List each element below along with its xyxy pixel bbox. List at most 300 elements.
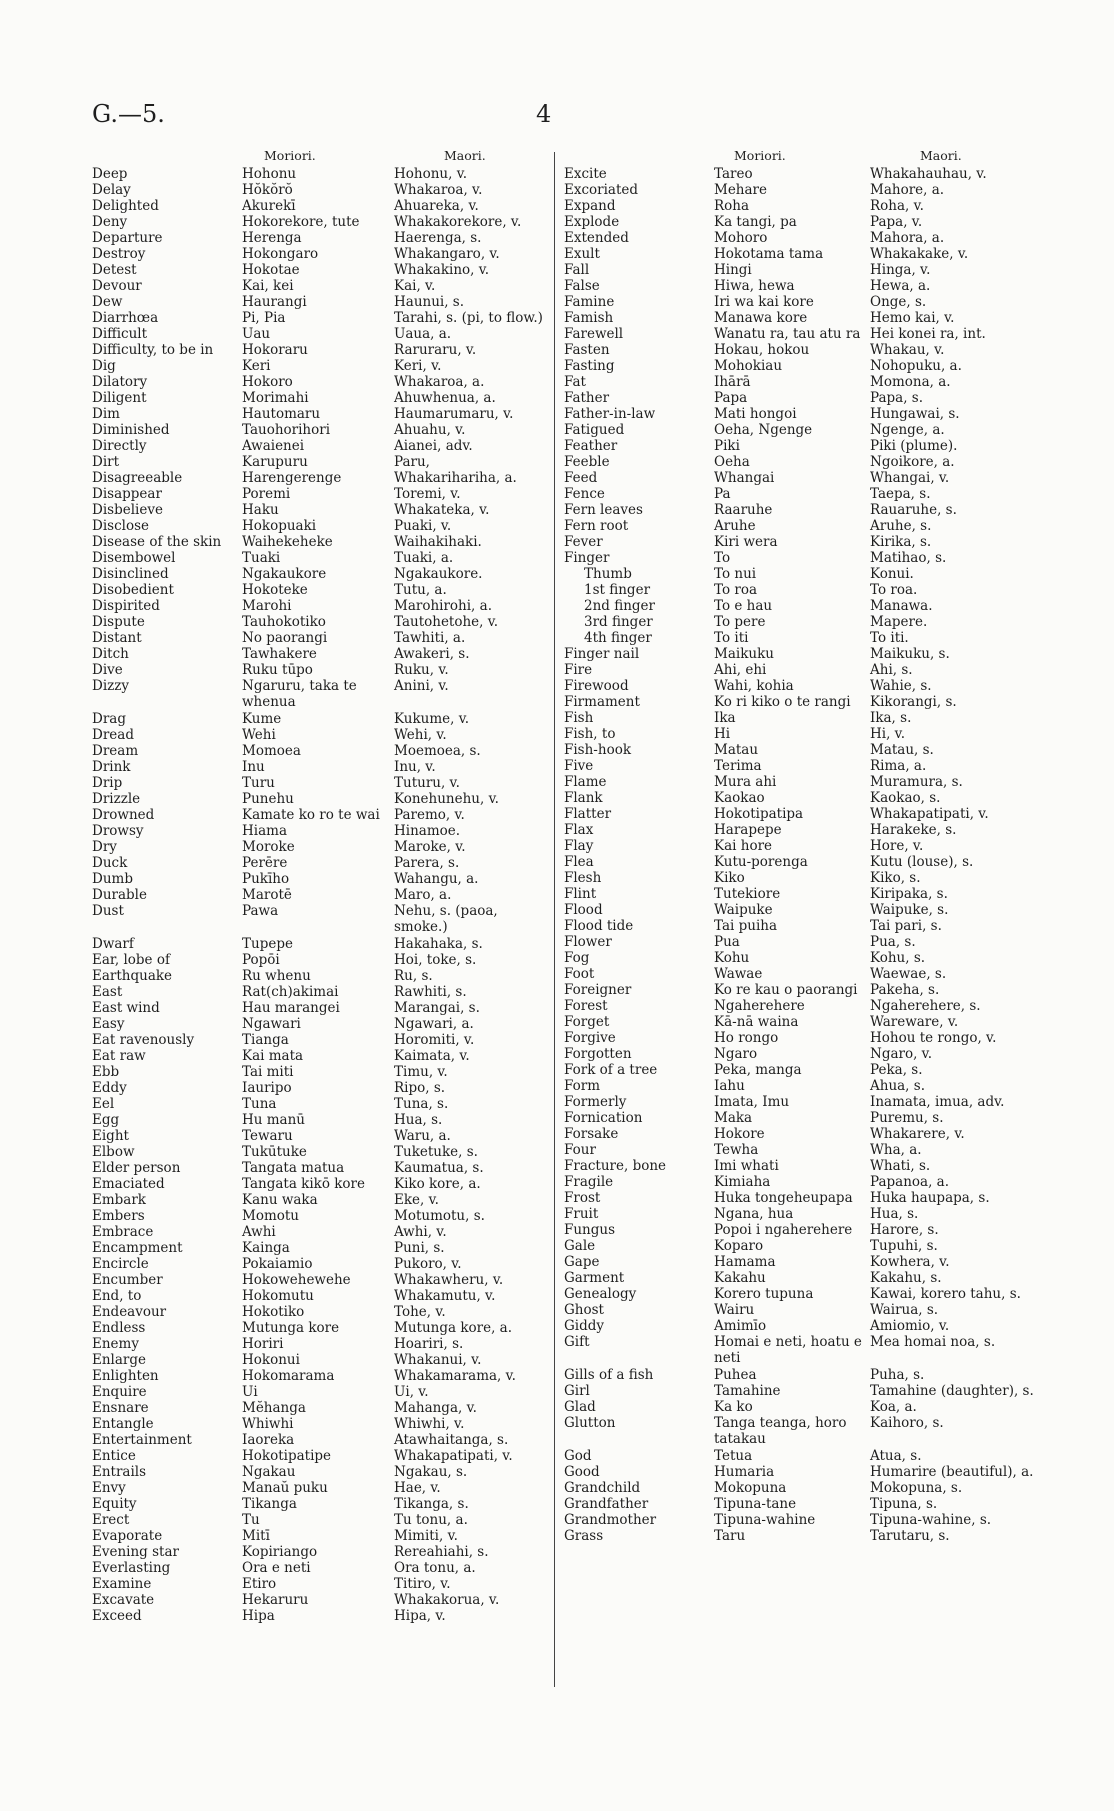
english-word: Examine — [92, 1576, 152, 1592]
moriori-word: Pua — [714, 934, 740, 950]
moriori-word: Kai mata — [242, 1048, 304, 1064]
maori-word: Ngenge, a. — [870, 422, 945, 438]
maori-word: Tutu, a. — [394, 582, 447, 598]
moriori-word: Koparo — [714, 1238, 764, 1254]
english-word: Difficulty, to be in — [92, 342, 214, 358]
dictionary-entry — [564, 454, 1034, 470]
dictionary-entry — [92, 646, 552, 662]
english-word: Departure — [92, 230, 163, 246]
moriori-word: To e hau — [714, 598, 773, 614]
moriori-word: Korero tupuna — [714, 1286, 814, 1302]
moriori-word: Ka ko — [714, 1399, 753, 1415]
page-number: 4 — [536, 100, 552, 128]
moriori-word: Mokopuna — [714, 1480, 787, 1496]
moriori-word: Tangata matua — [242, 1160, 345, 1176]
maori-word: Tarutaru, s. — [870, 1528, 950, 1544]
maori-word: Whakau, v. — [870, 342, 945, 358]
dictionary-entry — [92, 1512, 552, 1528]
maori-word: Ngakaukore. — [394, 566, 483, 582]
moriori-word: Ngawari — [242, 1016, 301, 1032]
maori-word: Mimiti, v. — [394, 1528, 458, 1544]
maori-word: Maikuku, s. — [870, 646, 950, 662]
maori-word: Konui. — [870, 566, 914, 582]
dictionary-entry — [92, 1304, 552, 1320]
maori-word: Tipuna-wahine, s. — [870, 1512, 992, 1528]
moriori-word: Pi, Pia — [242, 310, 286, 326]
moriori-word: Tutekiore — [714, 886, 781, 902]
moriori-word: Kohu — [714, 950, 750, 966]
dictionary-entry — [564, 326, 1034, 342]
maori-word: Tuaki, a. — [394, 550, 454, 566]
dictionary-entry — [564, 950, 1034, 966]
dictionary-entry — [564, 582, 1034, 598]
dictionary-entry — [564, 902, 1034, 918]
dictionary-entry — [92, 198, 552, 214]
maori-word: Kaimata, v. — [394, 1048, 470, 1064]
dictionary-entry — [564, 918, 1034, 934]
dictionary-entry — [92, 502, 552, 518]
moriori-word: Pawa — [242, 903, 279, 919]
english-word: Flay — [564, 838, 594, 854]
maori-word: Momona, a. — [870, 374, 951, 390]
maori-word: Hua, s. — [394, 1112, 443, 1128]
moriori-word: Tai miti — [242, 1064, 294, 1080]
maori-word: Tai pari, s. — [870, 918, 942, 934]
dictionary-entry — [564, 694, 1034, 710]
dictionary-entry — [92, 1128, 552, 1144]
moriori-word: Tangata kikō kore — [242, 1176, 366, 1192]
maori-word: Haerenga, s. — [394, 230, 482, 246]
moriori-word: To pere — [714, 614, 766, 630]
english-word: Feather — [564, 438, 618, 454]
moriori-word: Whiwhi — [242, 1416, 294, 1432]
english-word: Gale — [564, 1238, 596, 1254]
dictionary-entry — [564, 1142, 1034, 1158]
maori-word: Mahora, a. — [870, 230, 945, 246]
maori-word: Paremo, v. — [394, 807, 465, 823]
dictionary-entry — [92, 358, 552, 374]
dictionary-entry — [92, 1432, 552, 1448]
english-word: Emaciated — [92, 1176, 165, 1192]
maori-word: Ngaherehere, s. — [870, 998, 981, 1014]
dictionary-entry — [92, 166, 552, 182]
dictionary-entry — [564, 214, 1034, 230]
english-word: Easy — [92, 1016, 125, 1032]
maori-word: Inamata, imua, adv. — [870, 1094, 1005, 1110]
english-word: Destroy — [92, 246, 146, 262]
english-word: Finger — [564, 550, 610, 566]
english-word: Formerly — [564, 1094, 627, 1110]
maori-word: To roa. — [870, 582, 918, 598]
dictionary-entry — [92, 1048, 552, 1064]
english-word: Thumb — [584, 566, 632, 582]
maori-word: Tawhiti, a. — [394, 630, 466, 646]
english-word: Delighted — [92, 198, 159, 214]
english-word: Dispute — [92, 614, 145, 630]
maori-word: Kai, v. — [394, 278, 436, 294]
english-word: Envy — [92, 1480, 126, 1496]
english-word: Diminished — [92, 422, 170, 438]
dictionary-entry — [92, 1224, 552, 1240]
english-word: Fall — [564, 262, 590, 278]
english-word: Glad — [564, 1399, 596, 1415]
dictionary-entry — [92, 1256, 552, 1272]
dictionary-entry — [564, 230, 1034, 246]
dictionary-entry — [92, 1000, 552, 1016]
dictionary-entry — [564, 774, 1034, 790]
english-word: Fasten — [564, 342, 610, 358]
moriori-word: Kamate ko ro te wai — [242, 807, 380, 823]
maori-word: Kirika, s. — [870, 534, 932, 550]
english-word: Father-in-law — [564, 406, 656, 422]
maori-word: Peka, s. — [870, 1062, 923, 1078]
dictionary-entry — [92, 968, 552, 984]
moriori-word: Raaruhe — [714, 502, 773, 518]
dictionary-entry — [564, 1014, 1034, 1030]
moriori-word: Hokoraru — [242, 342, 308, 358]
dictionary-entry — [92, 406, 552, 422]
maori-word: Whati, s. — [870, 1158, 931, 1174]
english-word: Forget — [564, 1014, 610, 1030]
dictionary-entry — [92, 1560, 552, 1576]
moriori-word: Hokotae — [242, 262, 300, 278]
english-word: Distant — [92, 630, 142, 646]
dictionary-entry — [564, 1238, 1034, 1254]
english-word: Drink — [92, 759, 131, 775]
moriori-word: Marohi — [242, 598, 292, 614]
moriori-word: Tupepe — [242, 936, 293, 952]
english-word: Fat — [564, 374, 586, 390]
dictionary-entry — [564, 662, 1034, 678]
english-word: Flatter — [564, 806, 612, 822]
dictionary-entry — [92, 390, 552, 406]
maori-word: Tuketuke, s. — [394, 1144, 478, 1160]
moriori-word: Roha — [714, 198, 750, 214]
maori-word: Kaihoro, s. — [870, 1415, 944, 1431]
english-word: Explode — [564, 214, 620, 230]
english-word: Firmament — [564, 694, 640, 710]
moriori-word: Maka — [714, 1110, 753, 1126]
moriori-word: Harapepe — [714, 822, 782, 838]
dictionary-entry — [92, 1608, 552, 1624]
dictionary-entry — [92, 1464, 552, 1480]
dictionary-entry — [564, 630, 1034, 646]
maori-word: Atawhaitanga, s. — [394, 1432, 509, 1448]
english-word: Flood — [564, 902, 603, 918]
maori-word: Puaki, v. — [394, 518, 452, 534]
dictionary-entry — [92, 1160, 552, 1176]
maori-word: Atua, s. — [870, 1448, 922, 1464]
maori-word: Maroke, v. — [394, 839, 466, 855]
moriori-word: Tauhokotiko — [242, 614, 326, 630]
english-word: Feed — [564, 470, 598, 486]
moriori-word: Wawae — [714, 966, 763, 982]
english-word: Fish — [564, 710, 594, 726]
maori-word: Tuna, s. — [394, 1096, 449, 1112]
maori-word: Motumotu, s. — [394, 1208, 485, 1224]
dictionary-entry — [92, 182, 552, 198]
english-word: Gape — [564, 1254, 600, 1270]
dictionary-entry — [564, 1110, 1034, 1126]
english-word: Disobedient — [92, 582, 174, 598]
moriori-word: Mura ahi — [714, 774, 777, 790]
maori-word: Pua, s. — [870, 934, 916, 950]
dictionary-entry — [564, 998, 1034, 1014]
english-word: Fornication — [564, 1110, 643, 1126]
dictionary-entry — [92, 1448, 552, 1464]
maori-word: Ngawari, a. — [394, 1016, 474, 1032]
english-word: Flood tide — [564, 918, 634, 934]
moriori-word: Ngana, hua — [714, 1206, 794, 1222]
moriori-word: Hamama — [714, 1254, 776, 1270]
dictionary-entry — [564, 1318, 1034, 1334]
dictionary-entry — [92, 1592, 552, 1608]
moriori-word: Hokongaro — [242, 246, 319, 262]
dictionary-entry — [564, 1302, 1034, 1318]
dictionary-entry — [92, 454, 552, 470]
moriori-word: Kume — [242, 711, 282, 727]
moriori-word: Uau — [242, 326, 271, 342]
dictionary-entry — [564, 470, 1034, 486]
maori-word: Tikanga, s. — [394, 1496, 469, 1512]
english-word: Garment — [564, 1270, 625, 1286]
maori-word: Titiro, v. — [394, 1576, 451, 1592]
moriori-word: Awhi — [242, 1224, 276, 1240]
dictionary-entry — [564, 438, 1034, 454]
maori-word: Moemoea, s. — [394, 743, 481, 759]
maori-word: Kakahu, s. — [870, 1270, 942, 1286]
moriori-word: Ko ri kiko o te rangi — [714, 694, 851, 710]
dictionary-entry — [92, 294, 552, 310]
maori-header: Maori. — [444, 148, 486, 163]
moriori-word: Hi — [714, 726, 731, 742]
dictionary-entry — [564, 742, 1034, 758]
english-word: Encircle — [92, 1256, 149, 1272]
dictionary-entry — [564, 262, 1034, 278]
moriori-word: Hohonu — [242, 166, 297, 182]
english-word: 3rd finger — [584, 614, 653, 630]
moriori-word: Wanatu ra, tau atu ra — [714, 326, 861, 342]
english-word: Enemy — [92, 1336, 139, 1352]
moriori-word: Pukīho — [242, 871, 290, 887]
english-word: Forest — [564, 998, 608, 1014]
dictionary-entry — [564, 1222, 1034, 1238]
maori-word: Hungawai, s. — [870, 406, 960, 422]
moriori-word: Tipuna-wahine — [714, 1512, 816, 1528]
dictionary-entry — [92, 1336, 552, 1352]
english-word: False — [564, 278, 600, 294]
moriori-word: Iri wa kai kore — [714, 294, 814, 310]
moriori-word: Hautomaru — [242, 406, 321, 422]
english-word: Flame — [564, 774, 607, 790]
moriori-word: Hiama — [242, 823, 287, 839]
english-word: Disappear — [92, 486, 162, 502]
moriori-word: Hokotiko — [242, 1304, 305, 1320]
dictionary-entry — [564, 406, 1034, 422]
english-word: Grandfather — [564, 1496, 649, 1512]
moriori-word: Tanga teanga, horo tatakau — [714, 1415, 847, 1448]
dictionary-entry — [564, 502, 1034, 518]
moriori-header: Moriori. — [264, 148, 316, 163]
moriori-word: Tewha — [714, 1142, 759, 1158]
english-word: Diarrhœa — [92, 310, 159, 326]
english-word: Glutton — [564, 1415, 616, 1431]
english-word: Ditch — [92, 646, 129, 662]
english-word: Eat raw — [92, 1048, 146, 1064]
english-word: Diligent — [92, 390, 147, 406]
left-column-header — [92, 148, 552, 166]
moriori-word: Manawa kore — [714, 310, 808, 326]
english-word: God — [564, 1448, 592, 1464]
moriori-word: Terima — [714, 758, 762, 774]
english-word: Flesh — [564, 870, 602, 886]
dictionary-entry — [564, 1512, 1034, 1528]
dictionary-entry — [92, 486, 552, 502]
maori-word: Whakakake, v. — [870, 246, 969, 262]
maori-word: Whakarere, v. — [870, 1126, 965, 1142]
english-word: Egg — [92, 1112, 120, 1128]
moriori-word: Keri — [242, 358, 271, 374]
english-word: Fatigued — [564, 422, 625, 438]
maori-word: Kikorangi, s. — [870, 694, 957, 710]
maori-word: Mea homai noa, s. — [870, 1334, 996, 1350]
moriori-word: No paorangi — [242, 630, 328, 646]
maori-word: Mokopuna, s. — [870, 1480, 963, 1496]
dictionary-entry — [564, 1254, 1034, 1270]
moriori-word: Papa — [714, 390, 748, 406]
dictionary-entry — [92, 839, 552, 855]
maori-word: Waipuke, s. — [870, 902, 949, 918]
english-word: Dew — [92, 294, 123, 310]
moriori-word: Tu — [242, 1512, 260, 1528]
moriori-word: Tawhakere — [242, 646, 317, 662]
english-word: Eel — [92, 1096, 115, 1112]
english-word: Entrails — [92, 1464, 147, 1480]
moriori-word: Momotu — [242, 1208, 299, 1224]
maori-word: Whakateka, v. — [394, 502, 490, 518]
english-word: Exult — [564, 246, 600, 262]
right-entries — [564, 166, 1034, 1544]
maori-word: Wairua, s. — [870, 1302, 939, 1318]
maori-word: Mutunga kore, a. — [394, 1320, 512, 1336]
dictionary-entry — [564, 870, 1034, 886]
english-word: Fever — [564, 534, 603, 550]
maori-word: Kowhera, v. — [870, 1254, 950, 1270]
english-word: Four — [564, 1142, 596, 1158]
english-word: Difficult — [92, 326, 148, 342]
dictionary-entry — [92, 1112, 552, 1128]
english-word: Ear, lobe of — [92, 952, 170, 968]
dictionary-entry — [564, 1528, 1034, 1544]
english-word: Forgive — [564, 1030, 616, 1046]
moriori-word: Kai, kei — [242, 278, 294, 294]
dictionary-entry — [92, 887, 552, 903]
moriori-word: Puhea — [714, 1367, 757, 1383]
moriori-word: Rat(ch)akimai — [242, 984, 339, 1000]
english-word: Fish, to — [564, 726, 616, 742]
moriori-word: Hipa — [242, 1608, 275, 1624]
moriori-word: Mĕhanga — [242, 1400, 306, 1416]
moriori-word: Kutu-porenga — [714, 854, 808, 870]
maori-word: Tu tonu, a. — [394, 1512, 468, 1528]
moriori-word: Taru — [714, 1528, 746, 1544]
dictionary-entry — [92, 326, 552, 342]
english-word: Girl — [564, 1383, 590, 1399]
maori-word: Papa, s. — [870, 390, 924, 406]
maori-word: Keri, v. — [394, 358, 442, 374]
dictionary-entry — [92, 1192, 552, 1208]
dictionary-entry — [564, 278, 1034, 294]
maori-word: Ahuareka, v. — [394, 198, 479, 214]
dictionary-entry — [564, 1270, 1034, 1286]
dictionary-entry — [92, 1288, 552, 1304]
english-word: Fork of a tree — [564, 1062, 658, 1078]
maori-word: Parera, s. — [394, 855, 460, 871]
dictionary-entry — [92, 791, 552, 807]
maori-word: Ika, s. — [870, 710, 912, 726]
dictionary-entry — [92, 1272, 552, 1288]
maori-word: Aruhe, s. — [870, 518, 932, 534]
dictionary-entry — [92, 550, 552, 566]
maori-word: Ngoikore, a. — [870, 454, 955, 470]
english-word: Eight — [92, 1128, 129, 1144]
dictionary-entry — [564, 614, 1034, 630]
maori-word: Whakangaro, v. — [394, 246, 500, 262]
dictionary-entry — [564, 726, 1034, 742]
moriori-word: Karupuru — [242, 454, 308, 470]
dictionary-entry — [564, 1334, 1034, 1367]
dictionary-entry — [564, 1464, 1034, 1480]
dictionary-entry — [92, 470, 552, 486]
english-word: Fracture, bone — [564, 1158, 667, 1174]
maori-word: Whakaroa, v. — [394, 182, 483, 198]
dictionary-entry — [564, 598, 1034, 614]
maori-word: Raruraru, v. — [394, 342, 477, 358]
maori-word: Timu, v. — [394, 1064, 448, 1080]
english-word: Drowsy — [92, 823, 144, 839]
moriori-word: Punehu — [242, 791, 294, 807]
english-word: Dive — [92, 662, 123, 678]
maori-word: Ui, v. — [394, 1384, 429, 1400]
english-word: Endless — [92, 1320, 146, 1336]
english-word: Dispirited — [92, 598, 160, 614]
dictionary-entry — [92, 1032, 552, 1048]
moriori-word: Ngaruru, taka te whenua — [242, 678, 357, 711]
dictionary-entry — [92, 310, 552, 326]
moriori-word: Ru whenu — [242, 968, 311, 984]
moriori-word: Hokotama tama — [714, 246, 824, 262]
english-word: Famish — [564, 310, 614, 326]
maori-word: Ahi, s. — [870, 662, 913, 678]
moriori-word: Ui — [242, 1384, 258, 1400]
english-word: Embers — [92, 1208, 145, 1224]
maori-word: Hoi, toke, s. — [394, 952, 477, 968]
dictionary-entry — [564, 1496, 1034, 1512]
dictionary-entry — [564, 1367, 1034, 1383]
maori-word: Papa, v. — [870, 214, 923, 230]
moriori-word: Wehi — [242, 727, 276, 743]
moriori-word: Kopiriango — [242, 1544, 318, 1560]
english-word: Encumber — [92, 1272, 163, 1288]
maori-word: Hore, v. — [870, 838, 924, 854]
maori-word: Whakamarama, v. — [394, 1368, 516, 1384]
maori-word: Rereahiahi, s. — [394, 1544, 489, 1560]
english-word: Flea — [564, 854, 594, 870]
english-word: Encampment — [92, 1240, 183, 1256]
english-word: Firewood — [564, 678, 629, 694]
maori-word: Hua, s. — [870, 1206, 919, 1222]
moriori-word: Tamahine — [714, 1383, 781, 1399]
